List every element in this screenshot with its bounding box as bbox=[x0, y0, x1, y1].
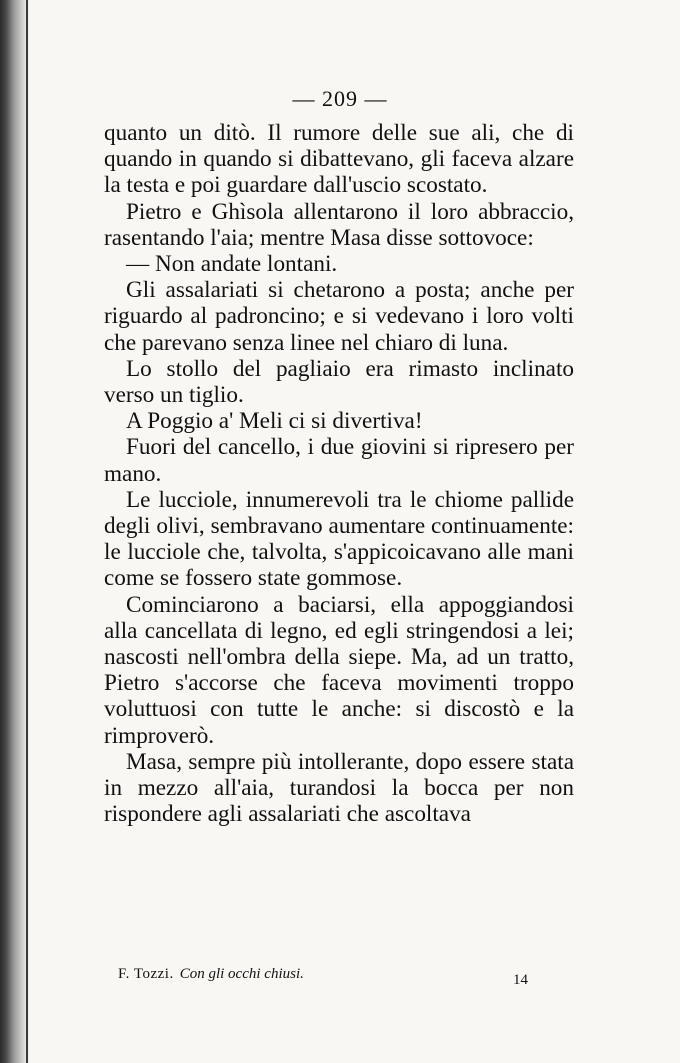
paragraph-3: — Non andate lontani. bbox=[126, 251, 338, 278]
paragraph-4: Gli assalariati si chetarono a posta; anche per riguardo al padroncino; e si vedevano i loro volti che parevano senza linee nel chiaro di luna. bbox=[104, 277, 574, 356]
paragraph-5: Lo stollo del pagliaio era rimasto inclinato verso un tiglio. bbox=[104, 355, 574, 409]
paragraph-8: Le lucciole, innumerevoli tra le chiome pallide degli olivi, sembravano aumentare continuamente: le lucciole che, talvolta, s'appicoicavano alle mani come se fossero state gommose. bbox=[104, 486, 574, 592]
paragraph-7: Fuori del cancello, i due giovini si ripresero per mano. bbox=[104, 434, 574, 487]
paragraph-2: Pietro e Ghìsola allentarono il loro abbraccio, rasentando l'aia; mentre Masa disse sottovoce: bbox=[104, 198, 574, 251]
page-footer bbox=[118, 966, 538, 988]
paragraph-6: A Poggio a' Meli ci si divertiva! bbox=[126, 408, 423, 435]
footer-author: F. Tozzi. bbox=[118, 966, 174, 982]
paragraph-1: quanto un ditò. Il rumore delle sue ali, che di quando in quando si dibattevano, gli faceva alzare la testa e poi guardare dall'uscio scostato. bbox=[104, 120, 574, 199]
page-number-header: — 209 — bbox=[292, 86, 388, 111]
signature-mark: 14 bbox=[513, 972, 528, 988]
paragraph-10: Masa, sempre più intollerante, dopo essere stata in mezzo all'aia, turandosi la bocca per non rispondere agli assalariati che ascoltava bbox=[104, 748, 574, 828]
body-text bbox=[104, 120, 574, 827]
paragraph-9: Cominciarono a baciarsi, ella appoggiandosi alla cancellata di legno, ed egli stringendosi a lei; nascosti nell'ombra della siepe. Ma, ad un tratto, Pietro s'accorse che faceva movimenti troppo voluttuosi con tutte le anche: si discostò e la rimproverò. bbox=[104, 591, 574, 749]
footer-title: Con gli occhi chiusi. bbox=[179, 966, 304, 982]
spine-line bbox=[26, 0, 28, 1063]
